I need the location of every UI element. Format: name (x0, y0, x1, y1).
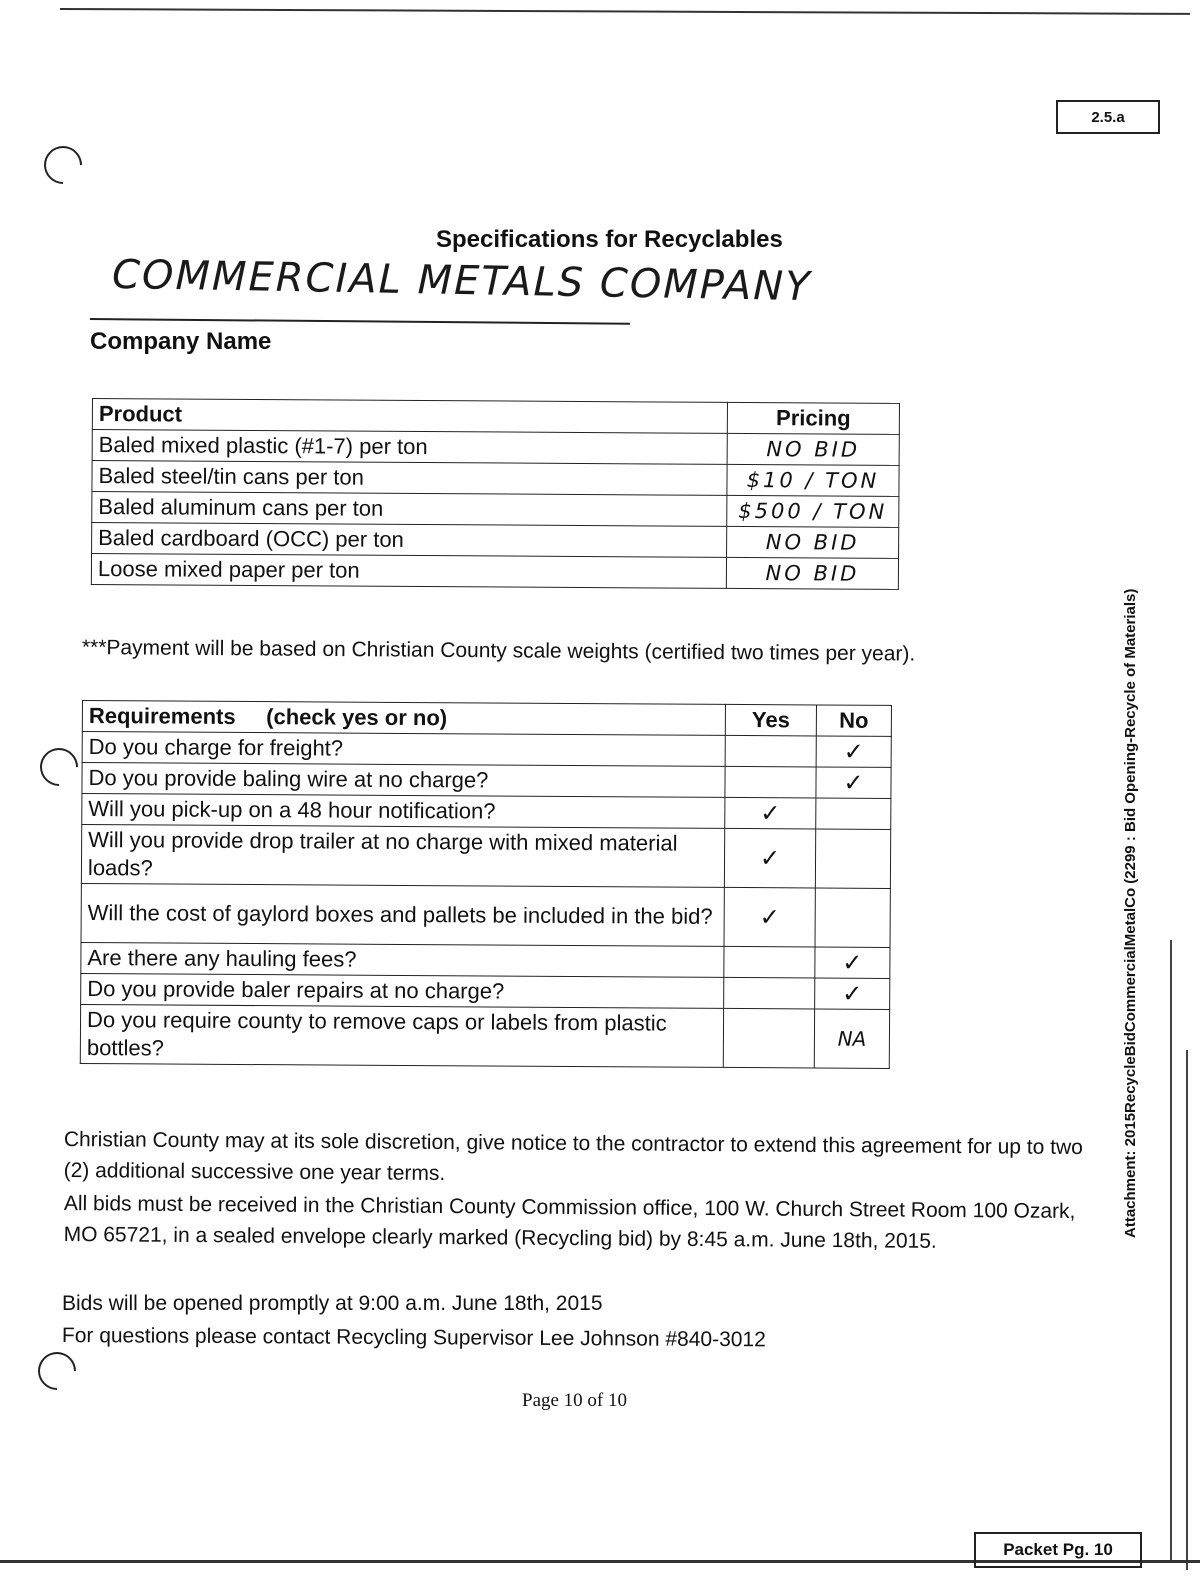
table-row (92, 492, 899, 528)
section-badge: 2.5.a (1056, 100, 1160, 134)
yes-checkbox[interactable] (725, 735, 816, 767)
no-checkbox[interactable]: ✓ (816, 736, 891, 767)
requirement-question: Do you require county to remove caps or labels from plastic bottles? (80, 1004, 723, 1067)
page-title: Specifications for Recyclables (436, 226, 783, 253)
no-checkbox[interactable]: ✓ (815, 978, 890, 1009)
table-row (81, 883, 890, 947)
product-pricing: NO BID (727, 526, 899, 558)
no-checkbox[interactable] (816, 798, 891, 829)
table-row (82, 701, 891, 737)
requirement-question: Will you provide drop trailer at no charge with mixed material loads? (81, 825, 724, 888)
product-pricing: $500 / TON (727, 495, 899, 527)
yes-checkbox[interactable] (725, 766, 816, 798)
company-name-label: Company Name (90, 328, 272, 355)
yes-checkbox[interactable] (724, 946, 815, 978)
attachment-side-label: Attachment: 2015RecycleBidCommercialMetalCo (2299 : Bid Opening-Recycle of Materials) (1122, 588, 1139, 1238)
table-row (81, 973, 890, 1009)
requirement-question: Do you charge for freight? (82, 732, 725, 767)
header-product: Product (92, 399, 727, 434)
scan-edge-right-outer (1186, 1050, 1188, 1570)
contact-paragraph: For questions please contact Recycling Supervisor Lee Johnson #840-3012 (61, 1323, 766, 1352)
table-row (82, 794, 891, 830)
packet-page-badge: Packet Pg. 10 (974, 1532, 1142, 1568)
scan-edge-right (1170, 940, 1172, 1560)
company-name-underline (90, 318, 630, 325)
product-name: Baled aluminum cans per ton (92, 492, 727, 527)
submission-paragraph: All bids must be received in the Christian County Commission office, 100 W. Church Street Room 100 Ozark, MO 65721, in a sealed envelope clearly marked (Recycling bid) by 8:45 a.m. June 18th, 2015. (63, 1191, 1076, 1253)
header-requirements-label: Requirements (88, 703, 236, 729)
hole-punch-icon (36, 138, 90, 192)
hole-punch-icon (32, 740, 86, 794)
table-row (80, 1004, 889, 1068)
product-pricing: $10 / TON (727, 464, 899, 496)
requirement-question: Do you provide baler repairs at no charge? (81, 973, 724, 1008)
product-name: Baled cardboard (OCC) per ton (92, 523, 727, 558)
no-checkbox[interactable] (815, 829, 890, 888)
header-pricing: Pricing (727, 402, 899, 434)
product-pricing: NO BID (726, 557, 898, 589)
table-row (92, 461, 899, 497)
table-row (82, 763, 891, 799)
opening-paragraph: Bids will be opened promptly at 9:00 a.m. June 18th, 2015 (62, 1292, 603, 1315)
products-table (91, 398, 900, 590)
no-checkbox[interactable]: ✓ (816, 767, 891, 798)
table-row (91, 554, 898, 590)
table-row (92, 430, 899, 466)
requirement-question: Are there any hauling fees? (81, 942, 724, 977)
page-number: Page 10 of 10 (522, 1390, 628, 1411)
header-instruction: (check yes or no) (266, 704, 448, 731)
yes-checkbox[interactable]: ✓ (725, 797, 816, 829)
header-requirements (82, 701, 725, 736)
table-row (81, 942, 890, 978)
header-no: No (816, 705, 891, 736)
yes-checkbox[interactable] (724, 977, 815, 1009)
product-name: Loose mixed paper per ton (91, 554, 726, 589)
table-row (92, 399, 899, 435)
yes-checkbox[interactable]: ✓ (724, 828, 815, 888)
table-row (81, 825, 890, 889)
requirements-table (80, 700, 892, 1069)
product-name: Baled steel/tin cans per ton (92, 461, 727, 496)
no-checkbox[interactable]: ✓ (815, 947, 890, 978)
payment-note: ***Payment will be based on Christian County scale weights (certified two times per year). (81, 636, 916, 666)
product-name: Baled mixed plastic (#1-7) per ton (92, 430, 727, 465)
scan-edge-top (60, 8, 1190, 15)
requirement-question: Will you pick-up on a 48 hour notification? (82, 794, 725, 829)
no-checkbox[interactable]: NA (814, 1009, 889, 1068)
yes-checkbox[interactable]: ✓ (724, 887, 815, 947)
table-row (92, 523, 899, 559)
product-pricing: NO BID (727, 433, 899, 465)
header-yes: Yes (725, 704, 816, 736)
extension-paragraph: Christian County may at its sole discretion, give notice to the contractor to extend this agreement for up to two (2) additional successive one year terms. (63, 1127, 1083, 1185)
requirement-question: Will the cost of gaylord boxes and pallets be included in the bid? (81, 883, 724, 946)
no-checkbox[interactable] (815, 888, 890, 947)
hole-punch-icon (30, 1344, 84, 1398)
company-name-handwritten: COMMERCIAL METALS COMPANY (111, 251, 813, 311)
yes-checkbox[interactable] (723, 1008, 814, 1068)
requirement-question: Do you provide baling wire at no charge? (82, 763, 725, 798)
table-row (82, 732, 891, 768)
